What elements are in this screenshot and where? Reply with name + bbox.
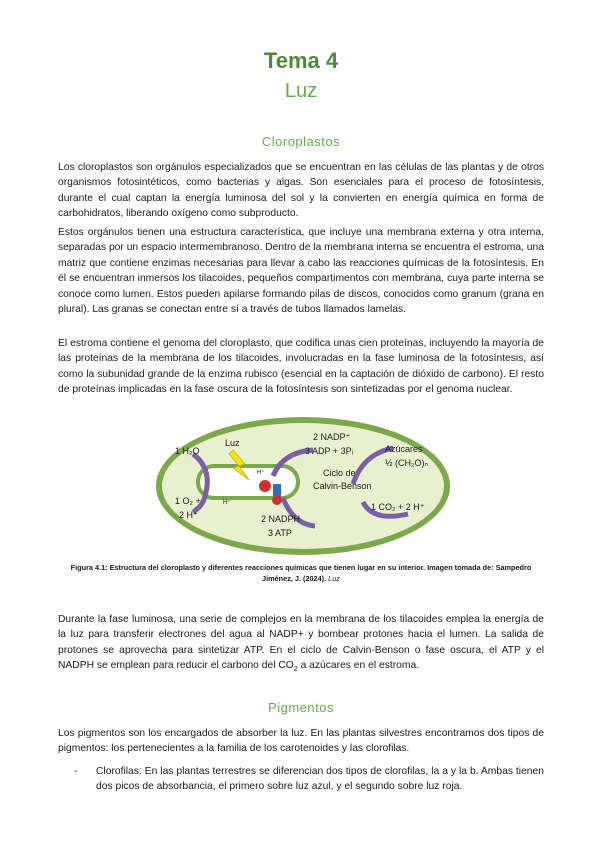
bullet-text-chlorophylls: Clorofilas: En las plantas terrestres se diferencian dos tipos de clorofilas, la a y la b. Ambas tienen dos picos de absorbancia, el primero sobre luz azul, y el segundo sobre luz roja. (96, 766, 544, 793)
label-stroma-proton: H⁺ (223, 500, 231, 506)
chloroplast-figure (153, 414, 453, 558)
paragraph-chloroplast-structure: Estos orgánulos tienen una estructura característica, que incluye una membrana externa y otra interna, separadas por un espacio intermembranoso. Dentro de la membrana interna se encuentra el estroma, una matriz que contiene enzimas necesarias para llevar a cabo las reacciones químicas de la fotosíntesis. En él se encuentran inmersos los tilacoides, pequeños compartimentos con membrana, cuya parte interna se conoce como lumen. Estos pueden apilarse formando pilas de discos, conocidos como granum (grana en plural). Las granas se conectan entre sí a través de tubos llamados lamelas. (58, 227, 544, 316)
label-lumen-proton: H⁺ (257, 470, 265, 476)
photosystem-complex (259, 480, 271, 492)
label-protons: 2 H⁺ (179, 510, 198, 520)
label-calvin-2: Calvin-Benson (313, 481, 372, 491)
paragraph-chloroplasts-intro: Los cloroplastos son orgánulos especializados que se encuentran en las células de las plantas y de otros organismos fotosintéticos, como bacterias y algas. Son esenciales para el proceso de fotosíntesis, durante el cual captan la energía luminosa del sol y la convierten en energía química en forma de carbohidratos, liberando oxígeno como subproducto. (58, 162, 544, 220)
caption-italic: Luz (328, 574, 340, 583)
label-adp: 3 ADP + 3Pᵢ (305, 446, 354, 456)
label-nadp: 2 NADP⁺ (313, 432, 351, 442)
label-light: Luz (225, 438, 240, 448)
label-co2: 1 CO₂ + 2 H⁺ (371, 502, 425, 512)
page-title: Tema 4 (263, 48, 339, 73)
light-phase-text: Durante la fase luminosa, una serie de complejos en la membrana de los tilacoides emplea la energía de la luz para transferir electrones del agua al NADP+ y bombear protones hacia el lumen. La salida de protones se aprovecha para sintetizar ATP. En el ciclo de Calvin-Benson o fase oscura, el ATP y el NADPH se emplean para reducir el carbono del CO (58, 614, 544, 672)
label-atp: 3 ATP (268, 528, 292, 538)
label-sugars: Azúcares (385, 444, 423, 454)
label-nadph: 2 NADPH (261, 514, 301, 524)
label-calvin-1: Ciclo de (323, 468, 356, 478)
atp-synthase-head (272, 495, 282, 505)
section-heading-chloroplasts: Cloroplastos (261, 134, 341, 149)
paragraph-light-phase (58, 612, 544, 678)
label-ch2o: ½ (CH₂O)ₙ (385, 458, 429, 468)
paragraph-pigments-intro: Los pigmentos son los encargados de absorber la luz. En las plantas silvestres encontramos dos tipos de pigmentos: los pertenecientes a la familia de los carotenoides y las clorofilas. (58, 728, 544, 755)
label-oxygen: 1 O₂ + (175, 496, 201, 506)
thylakoid (198, 466, 298, 498)
chloroplast-diagram (153, 414, 453, 558)
paragraph-chloroplast-genome: El estroma contiene el genoma del cloroplasto, que codifica unas cien proteínas, incluyendo la mayoría de las proteínas de la membrana de los tilacoides, involucradas en la fase luminosa de la fotosíntesis, así como la subunidad grande de la enzima rubisco (esencial en la captación de dióxido de carbono). El resto de proteínas implicadas en la fase oscura de la fotosíntesis son sintetizadas por el genoma nuclear. (58, 338, 544, 396)
section-heading-pigments: Pigmentos (268, 700, 334, 715)
co2-subscript: 2 (293, 666, 298, 674)
atp-synthase-complex (273, 484, 281, 496)
figure-caption (58, 562, 544, 584)
label-water: 1 H₂O (175, 446, 200, 456)
list-item-chlorophylls (74, 764, 544, 795)
page-subtitle: Luz (284, 80, 318, 102)
caption-text: Figura 4.1: Estructura del cloroplasto y diferentes reacciones químicas que tienen lugar en su interior. Imagen tomada de: Sampedro Jiménez, J. (2024). (70, 563, 532, 583)
bullet-dash: - (74, 766, 78, 777)
light-phase-text-end: a azúcares en el estroma. (297, 660, 420, 672)
